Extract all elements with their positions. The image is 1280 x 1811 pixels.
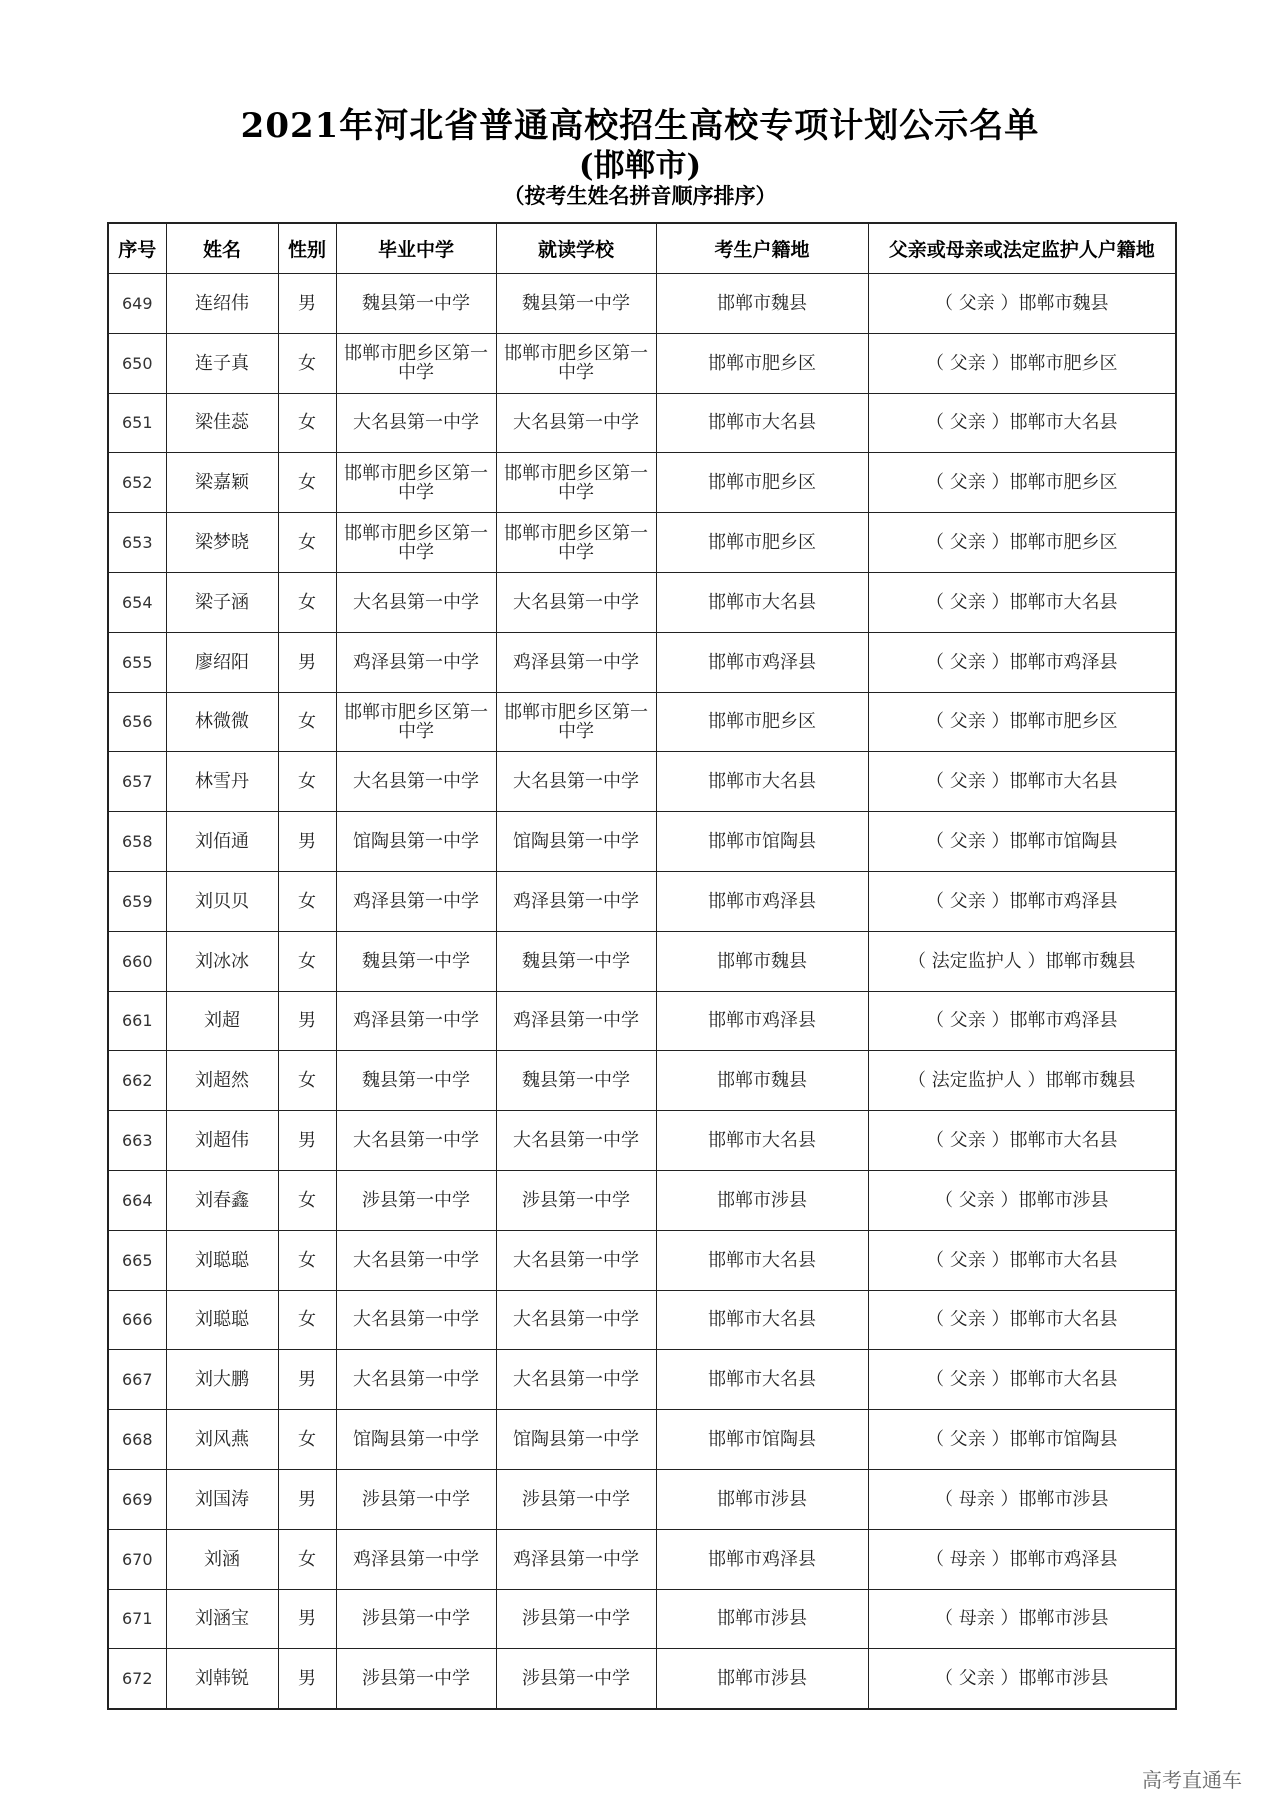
name-cell: 刘涵宝 [166, 1589, 278, 1649]
graduated-school-cell: 涉县第一中学 [336, 1649, 496, 1709]
gender-cell: 男 [278, 1350, 336, 1410]
guardian-registration-cell: （ 父亲 ）邯郸市涉县 [868, 1649, 1176, 1709]
graduated-school-cell: 大名县第一中学 [336, 1230, 496, 1290]
col-header-index: 序号 [108, 223, 166, 274]
table-row [108, 1350, 1176, 1410]
index-cell: 667 [108, 1350, 166, 1410]
current-school-cell: 鸡泽县第一中学 [496, 991, 656, 1051]
household-registration-cell: 邯郸市大名县 [656, 1290, 868, 1350]
table-row [108, 274, 1176, 334]
graduated-school-cell: 邯郸市肥乡区第一中学 [336, 333, 496, 393]
guardian-registration-cell: （ 父亲 ）邯郸市肥乡区 [868, 513, 1176, 573]
current-school-cell: 大名县第一中学 [496, 393, 656, 453]
index-cell: 651 [108, 393, 166, 453]
household-registration-cell: 邯郸市大名县 [656, 572, 868, 632]
graduated-school-cell: 鸡泽县第一中学 [336, 1529, 496, 1589]
current-school-cell: 涉县第一中学 [496, 1589, 656, 1649]
guardian-registration-cell: （ 父亲 ）邯郸市大名县 [868, 752, 1176, 812]
index-cell: 654 [108, 572, 166, 632]
graduated-school-cell: 邯郸市肥乡区第一中学 [336, 513, 496, 573]
table-row [108, 632, 1176, 692]
household-registration-cell: 邯郸市肥乡区 [656, 513, 868, 573]
document-title: 2021年河北省普通高校招生高校专项计划公示名单 [240, 106, 1040, 146]
current-school-cell: 涉县第一中学 [496, 1170, 656, 1230]
index-cell: 649 [108, 274, 166, 334]
guardian-registration-cell: （ 父亲 ）邯郸市鸡泽县 [868, 632, 1176, 692]
household-registration-cell: 邯郸市肥乡区 [656, 453, 868, 513]
table-row [108, 333, 1176, 393]
col-header-current-school: 就读学校 [496, 223, 656, 274]
household-registration-cell: 邯郸市大名县 [656, 1350, 868, 1410]
guardian-registration-cell: （ 父亲 ）邯郸市大名县 [868, 393, 1176, 453]
gender-cell: 女 [278, 393, 336, 453]
gender-cell: 女 [278, 692, 336, 752]
col-header-household-registration: 考生户籍地 [656, 223, 868, 274]
index-cell: 666 [108, 1290, 166, 1350]
guardian-registration-cell: （ 父亲 ）邯郸市大名县 [868, 1290, 1176, 1350]
household-registration-cell: 邯郸市涉县 [656, 1170, 868, 1230]
guardian-registration-cell: （ 父亲 ）邯郸市肥乡区 [868, 453, 1176, 513]
gender-cell: 女 [278, 453, 336, 513]
col-header-guardian-registration: 父亲或母亲或法定监护人户籍地 [868, 223, 1176, 274]
gender-cell: 女 [278, 931, 336, 991]
name-cell: 刘风燕 [166, 1410, 278, 1470]
graduated-school-cell: 涉县第一中学 [336, 1469, 496, 1529]
col-header-graduated-school: 毕业中学 [336, 223, 496, 274]
current-school-cell: 涉县第一中学 [496, 1469, 656, 1529]
gender-cell: 女 [278, 752, 336, 812]
current-school-cell: 大名县第一中学 [496, 1111, 656, 1171]
name-cell: 刘佰通 [166, 812, 278, 872]
current-school-cell: 邯郸市肥乡区第一中学 [496, 513, 656, 573]
name-cell: 刘超然 [166, 1051, 278, 1111]
table-row [108, 871, 1176, 931]
index-cell: 663 [108, 1111, 166, 1171]
index-cell: 659 [108, 871, 166, 931]
gender-cell: 女 [278, 1529, 336, 1589]
guardian-registration-cell: （ 父亲 ）邯郸市鸡泽县 [868, 871, 1176, 931]
index-cell: 660 [108, 931, 166, 991]
name-cell: 刘贝贝 [166, 871, 278, 931]
graduated-school-cell: 鸡泽县第一中学 [336, 871, 496, 931]
index-cell: 652 [108, 453, 166, 513]
index-cell: 657 [108, 752, 166, 812]
table-row [108, 931, 1176, 991]
graduated-school-cell: 大名县第一中学 [336, 1290, 496, 1350]
table-row [108, 1589, 1176, 1649]
name-cell: 林微微 [166, 692, 278, 752]
gender-cell: 女 [278, 513, 336, 573]
index-cell: 655 [108, 632, 166, 692]
header-row [108, 223, 1176, 274]
gender-cell: 女 [278, 1290, 336, 1350]
table-row [108, 692, 1176, 752]
graduated-school-cell: 馆陶县第一中学 [336, 1410, 496, 1470]
name-cell: 刘超伟 [166, 1111, 278, 1171]
graduated-school-cell: 大名县第一中学 [336, 1350, 496, 1410]
current-school-cell: 涉县第一中学 [496, 1649, 656, 1709]
name-cell: 刘冰冰 [166, 931, 278, 991]
gender-cell: 男 [278, 1649, 336, 1709]
guardian-registration-cell: （ 父亲 ）邯郸市涉县 [868, 1170, 1176, 1230]
gender-cell: 男 [278, 1111, 336, 1171]
roster-body [108, 274, 1176, 1710]
current-school-cell: 大名县第一中学 [496, 1350, 656, 1410]
name-cell: 连子真 [166, 333, 278, 393]
guardian-registration-cell: （ 法定监护人 ）邯郸市魏县 [868, 1051, 1176, 1111]
index-cell: 671 [108, 1589, 166, 1649]
graduated-school-cell: 魏县第一中学 [336, 1051, 496, 1111]
table-row [108, 1529, 1176, 1589]
table-row [108, 572, 1176, 632]
index-cell: 656 [108, 692, 166, 752]
household-registration-cell: 邯郸市鸡泽县 [656, 1529, 868, 1589]
gender-cell: 女 [278, 871, 336, 931]
household-registration-cell: 邯郸市肥乡区 [656, 333, 868, 393]
name-cell: 刘国涛 [166, 1469, 278, 1529]
col-header-gender: 性别 [278, 223, 336, 274]
gender-cell: 女 [278, 1410, 336, 1470]
guardian-registration-cell: （ 父亲 ）邯郸市大名县 [868, 572, 1176, 632]
guardian-registration-cell: （ 父亲 ）邯郸市大名县 [868, 1230, 1176, 1290]
watermark: 高考直通车 [1142, 1768, 1242, 1792]
graduated-school-cell: 馆陶县第一中学 [336, 812, 496, 872]
household-registration-cell: 邯郸市肥乡区 [656, 692, 868, 752]
current-school-cell: 大名县第一中学 [496, 1230, 656, 1290]
graduated-school-cell: 大名县第一中学 [336, 393, 496, 453]
household-registration-cell: 邯郸市魏县 [656, 1051, 868, 1111]
name-cell: 连绍伟 [166, 274, 278, 334]
table-row [108, 1290, 1176, 1350]
table-row [108, 1170, 1176, 1230]
guardian-registration-cell: （ 父亲 ）邯郸市鸡泽县 [868, 991, 1176, 1051]
gender-cell: 女 [278, 1170, 336, 1230]
household-registration-cell: 邯郸市馆陶县 [656, 812, 868, 872]
name-cell: 梁佳蕊 [166, 393, 278, 453]
gender-cell: 女 [278, 1230, 336, 1290]
index-cell: 672 [108, 1649, 166, 1709]
table-row [108, 991, 1176, 1051]
guardian-registration-cell: （ 父亲 ）邯郸市大名县 [868, 1350, 1176, 1410]
graduated-school-cell: 大名县第一中学 [336, 752, 496, 812]
name-cell: 梁子涵 [166, 572, 278, 632]
table-row [108, 1410, 1176, 1470]
name-cell: 林雪丹 [166, 752, 278, 812]
current-school-cell: 鸡泽县第一中学 [496, 871, 656, 931]
household-registration-cell: 邯郸市涉县 [656, 1589, 868, 1649]
index-cell: 653 [108, 513, 166, 573]
graduated-school-cell: 邯郸市肥乡区第一中学 [336, 453, 496, 513]
graduated-school-cell: 大名县第一中学 [336, 1111, 496, 1171]
guardian-registration-cell: （ 父亲 ）邯郸市大名县 [868, 1111, 1176, 1171]
name-cell: 刘春鑫 [166, 1170, 278, 1230]
name-cell: 刘聪聪 [166, 1290, 278, 1350]
gender-cell: 男 [278, 632, 336, 692]
graduated-school-cell: 涉县第一中学 [336, 1589, 496, 1649]
city-subtitle: (邯郸市) [578, 148, 702, 184]
index-cell: 662 [108, 1051, 166, 1111]
gender-cell: 男 [278, 274, 336, 334]
graduated-school-cell: 大名县第一中学 [336, 572, 496, 632]
guardian-registration-cell: （ 父亲 ）邯郸市肥乡区 [868, 692, 1176, 752]
current-school-cell: 魏县第一中学 [496, 274, 656, 334]
guardian-registration-cell: （ 父亲 ）邯郸市肥乡区 [868, 333, 1176, 393]
name-cell: 刘大鹏 [166, 1350, 278, 1410]
guardian-registration-cell: （ 父亲 ）邯郸市馆陶县 [868, 1410, 1176, 1470]
current-school-cell: 鸡泽县第一中学 [496, 632, 656, 692]
household-registration-cell: 邯郸市魏县 [656, 931, 868, 991]
table-row [108, 752, 1176, 812]
table-row [108, 1111, 1176, 1171]
table-row [108, 513, 1176, 573]
table-row [108, 1230, 1176, 1290]
table-row [108, 1469, 1176, 1529]
household-registration-cell: 邯郸市鸡泽县 [656, 632, 868, 692]
index-cell: 664 [108, 1170, 166, 1230]
name-cell: 刘超 [166, 991, 278, 1051]
household-registration-cell: 邯郸市大名县 [656, 1111, 868, 1171]
name-cell: 廖绍阳 [166, 632, 278, 692]
table-row [108, 453, 1176, 513]
gender-cell: 男 [278, 1469, 336, 1529]
gender-cell: 女 [278, 572, 336, 632]
household-registration-cell: 邯郸市涉县 [656, 1469, 868, 1529]
household-registration-cell: 邯郸市馆陶县 [656, 1410, 868, 1470]
sort-note: （按考生姓名拼音顺序排序） [503, 183, 777, 208]
name-cell: 刘韩锐 [166, 1649, 278, 1709]
name-cell: 梁梦晓 [166, 513, 278, 573]
current-school-cell: 魏县第一中学 [496, 1051, 656, 1111]
household-registration-cell: 邯郸市大名县 [656, 752, 868, 812]
current-school-cell: 馆陶县第一中学 [496, 1410, 656, 1470]
household-registration-cell: 邯郸市大名县 [656, 393, 868, 453]
current-school-cell: 邯郸市肥乡区第一中学 [496, 333, 656, 393]
gender-cell: 男 [278, 1589, 336, 1649]
guardian-registration-cell: （ 母亲 ）邯郸市涉县 [868, 1469, 1176, 1529]
household-registration-cell: 邯郸市魏县 [656, 274, 868, 334]
roster-table [107, 222, 1177, 1710]
graduated-school-cell: 鸡泽县第一中学 [336, 632, 496, 692]
gender-cell: 男 [278, 812, 336, 872]
table-row [108, 1649, 1176, 1709]
current-school-cell: 魏县第一中学 [496, 931, 656, 991]
gender-cell: 女 [278, 1051, 336, 1111]
graduated-school-cell: 鸡泽县第一中学 [336, 991, 496, 1051]
current-school-cell: 邯郸市肥乡区第一中学 [496, 453, 656, 513]
current-school-cell: 大名县第一中学 [496, 1290, 656, 1350]
guardian-registration-cell: （ 父亲 ）邯郸市魏县 [868, 274, 1176, 334]
graduated-school-cell: 魏县第一中学 [336, 274, 496, 334]
gender-cell: 男 [278, 991, 336, 1051]
current-school-cell: 大名县第一中学 [496, 572, 656, 632]
table-row [108, 812, 1176, 872]
name-cell: 刘涵 [166, 1529, 278, 1589]
name-cell: 刘聪聪 [166, 1230, 278, 1290]
household-registration-cell: 邯郸市鸡泽县 [656, 871, 868, 931]
index-cell: 669 [108, 1469, 166, 1529]
col-header-name: 姓名 [166, 223, 278, 274]
graduated-school-cell: 邯郸市肥乡区第一中学 [336, 692, 496, 752]
graduated-school-cell: 魏县第一中学 [336, 931, 496, 991]
household-registration-cell: 邯郸市鸡泽县 [656, 991, 868, 1051]
index-cell: 650 [108, 333, 166, 393]
guardian-registration-cell: （ 母亲 ）邯郸市涉县 [868, 1589, 1176, 1649]
current-school-cell: 馆陶县第一中学 [496, 812, 656, 872]
index-cell: 665 [108, 1230, 166, 1290]
current-school-cell: 鸡泽县第一中学 [496, 1529, 656, 1589]
guardian-registration-cell: （ 母亲 ）邯郸市鸡泽县 [868, 1529, 1176, 1589]
current-school-cell: 邯郸市肥乡区第一中学 [496, 692, 656, 752]
household-registration-cell: 邯郸市大名县 [656, 1230, 868, 1290]
guardian-registration-cell: （ 父亲 ）邯郸市馆陶县 [868, 812, 1176, 872]
household-registration-cell: 邯郸市涉县 [656, 1649, 868, 1709]
graduated-school-cell: 涉县第一中学 [336, 1170, 496, 1230]
index-cell: 661 [108, 991, 166, 1051]
index-cell: 668 [108, 1410, 166, 1470]
name-cell: 梁嘉颖 [166, 453, 278, 513]
current-school-cell: 大名县第一中学 [496, 752, 656, 812]
gender-cell: 女 [278, 333, 336, 393]
index-cell: 658 [108, 812, 166, 872]
guardian-registration-cell: （ 法定监护人 ）邯郸市魏县 [868, 931, 1176, 991]
table-row [108, 1051, 1176, 1111]
table-row [108, 393, 1176, 453]
index-cell: 670 [108, 1529, 166, 1589]
